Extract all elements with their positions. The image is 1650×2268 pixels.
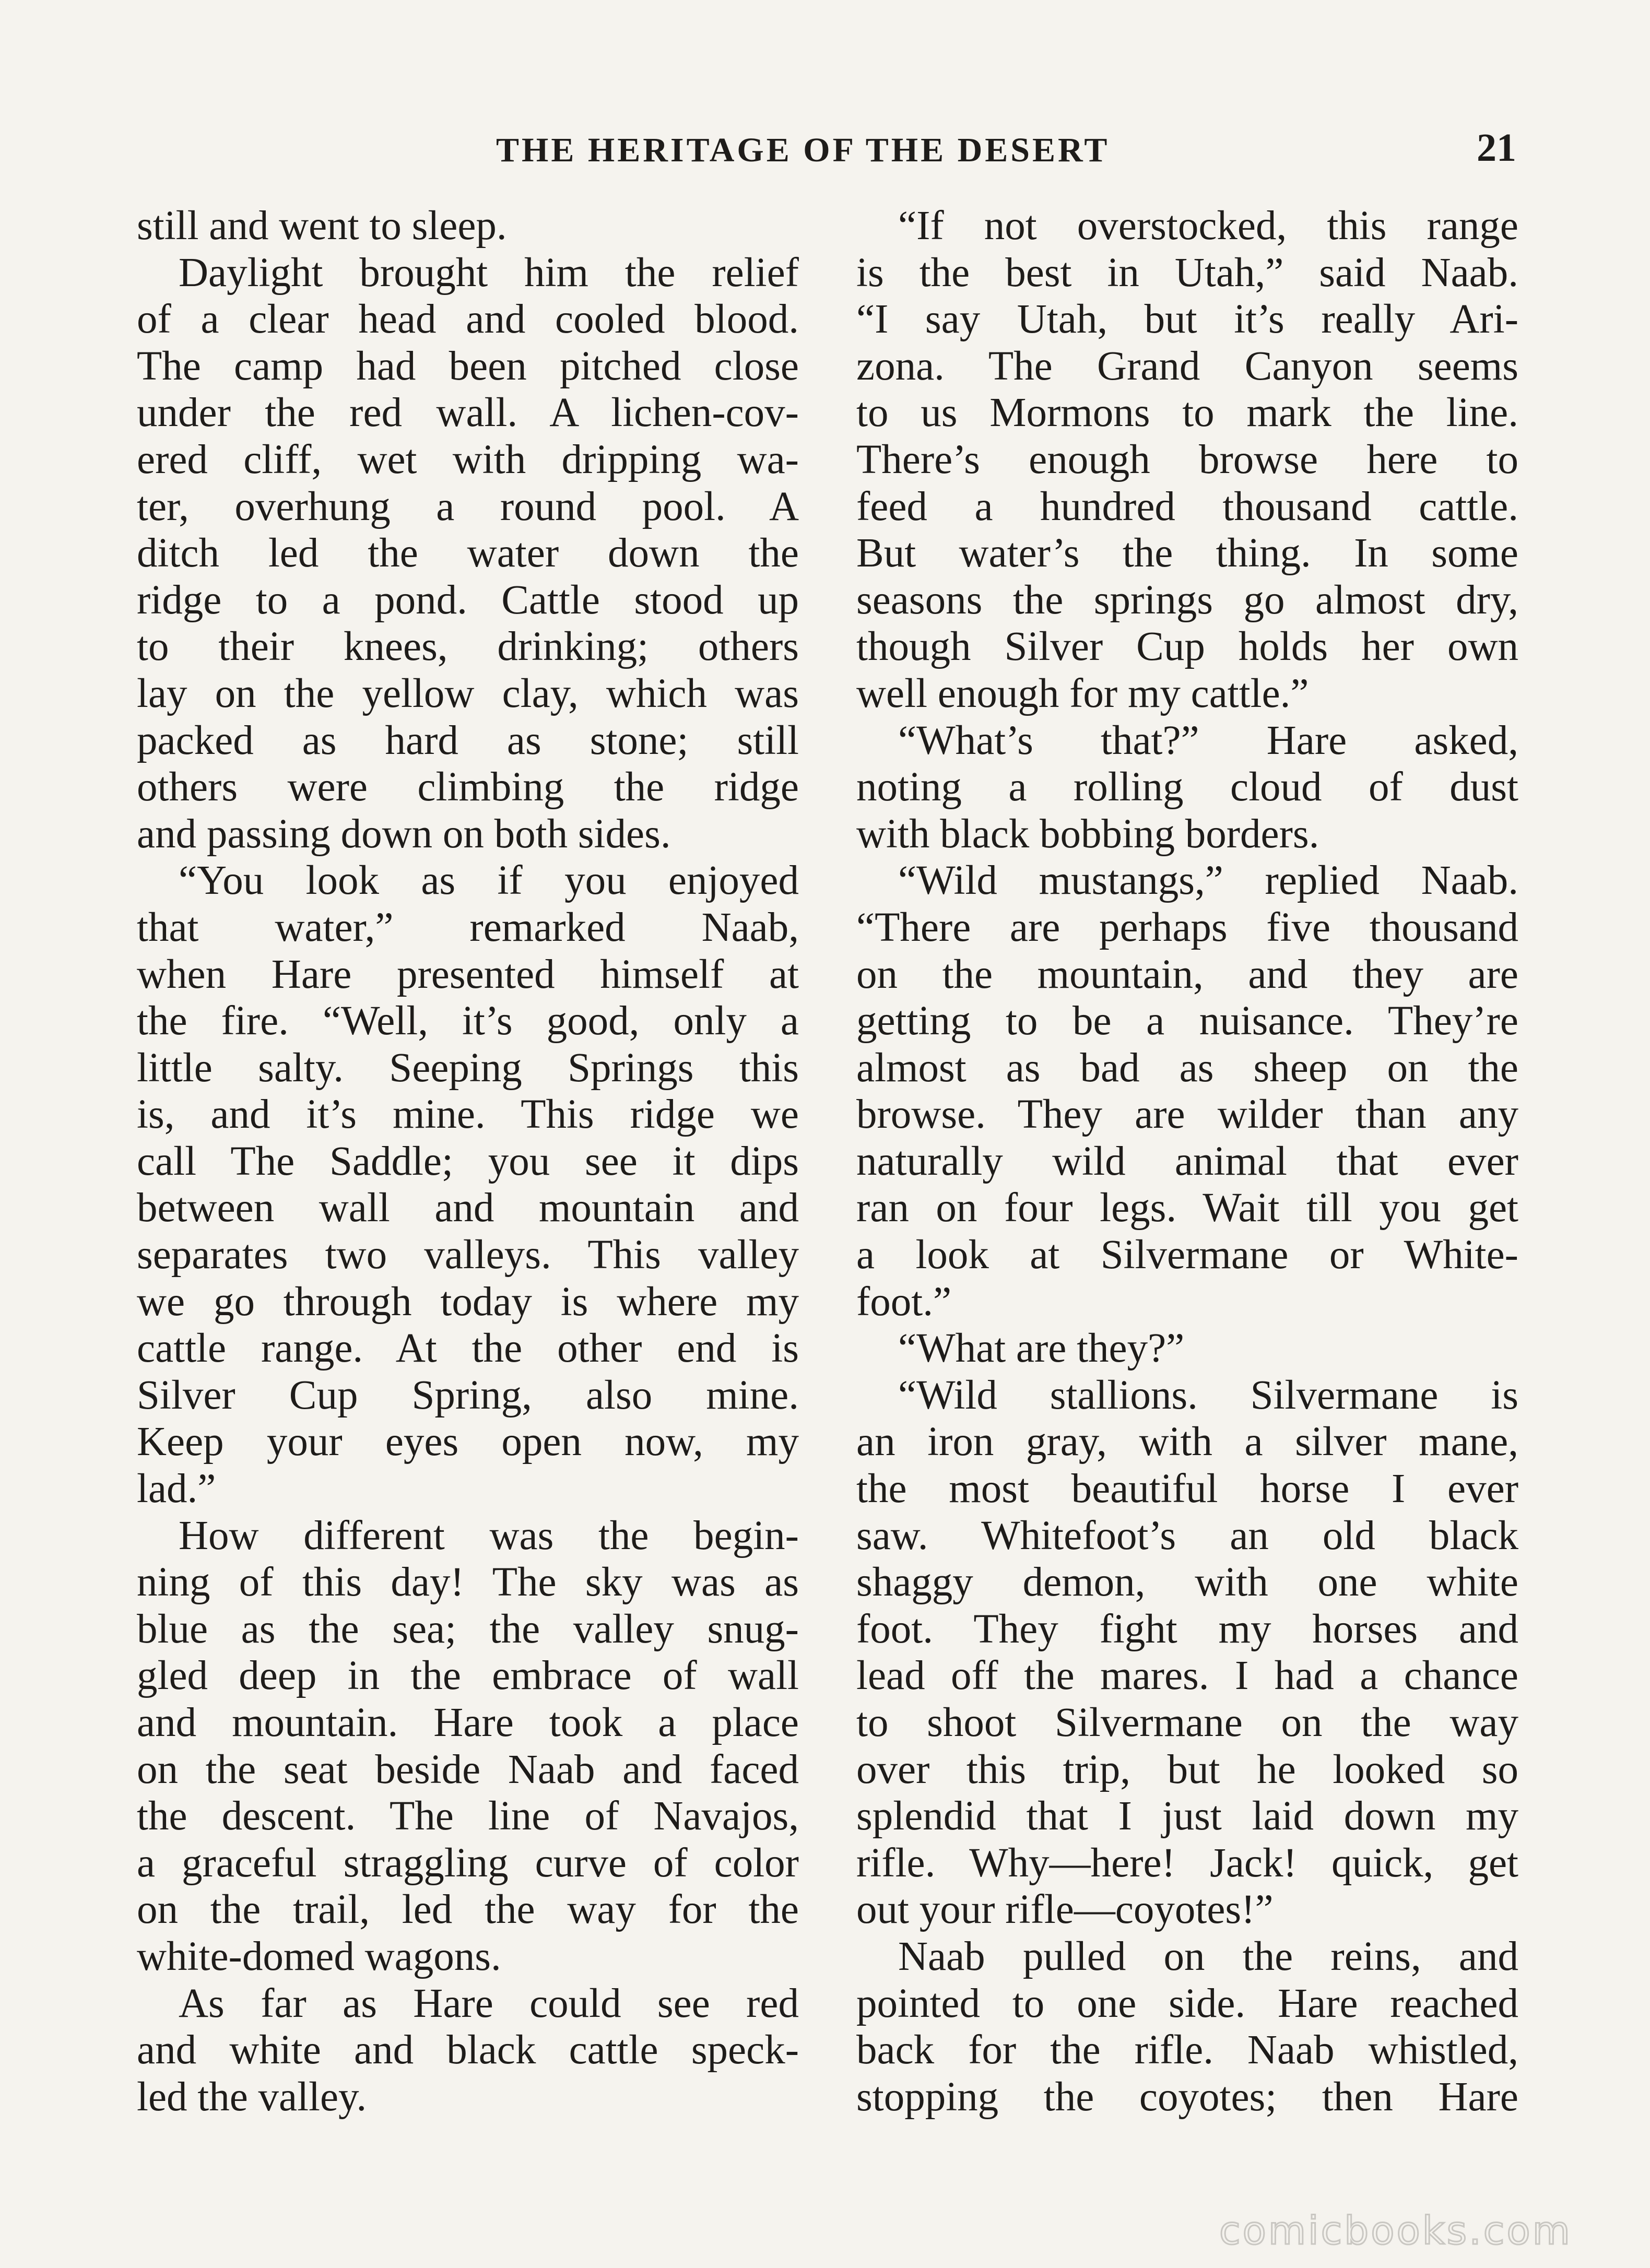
running-head: THE HERITAGE OF THE DESERT [496,131,1110,169]
text-line: noting a rolling cloud of dust [856,764,1518,810]
text-line: under the red wall. A lichen-cov- [137,390,799,436]
text-line: we go through today is where my [137,1279,799,1325]
text-line: stopping the coyotes; then Hare [856,2074,1518,2120]
text-line: seasons the springs go almost dry, [856,577,1518,623]
site-watermark: comicbooks.com [1219,2208,1572,2253]
text-line: foot.” [856,1279,952,1325]
text-line: “What’s that?” Hare asked, [898,717,1518,763]
text-line: As far as Hare could see red [179,1980,799,2026]
text-line: lad.” [137,1466,216,1512]
text-line: over this trip, but he looked so [856,1746,1518,1792]
text-line: out your rifle—coyotes!” [856,1887,1274,1933]
text-line: between wall and mountain and [137,1185,799,1231]
page-number: 21 [1477,126,1516,170]
text-line: “If not overstocked, this range [898,203,1518,249]
text-column-left [137,203,799,2120]
text-line: white-domed wagons. [137,1933,501,1979]
text-line: little salty. Seeping Springs this [137,1045,799,1091]
text-line: separates two valleys. This valley [137,1232,799,1278]
text-line: and mountain. Hare took a place [137,1700,799,1745]
text-column-right [856,203,1518,2120]
text-line: the descent. The line of Navajos, [137,1793,799,1839]
text-line: naturally wild animal that ever [856,1138,1518,1184]
text-line: still and went to sleep. [137,203,507,249]
text-line: Silver Cup Spring, also mine. [137,1372,799,1418]
text-line: led the valley. [137,2074,367,2120]
text-line: lead off the mares. I had a chance [856,1653,1518,1699]
text-line: shaggy demon, with one white [856,1560,1518,1605]
text-line: to their knees, drinking; others [137,624,799,670]
text-line: when Hare presented himself at [137,951,799,997]
text-line: cattle range. At the other end is [137,1326,799,1372]
text-line: “There are perhaps five thousand [856,904,1518,950]
text-line: How different was the begin- [179,1513,799,1558]
text-line: that water,” remarked Naab, [137,904,799,950]
text-line: and white and black cattle speck- [137,2027,799,2073]
text-line: is, and it’s mine. This ridge we [137,1092,799,1138]
text-line: of a clear head and cooled blood. [137,297,799,342]
text-line: on the trail, led the way for the [137,1887,799,1933]
text-line: the most beautiful horse I ever [856,1466,1518,1512]
text-line: blue as the sea; the valley snug- [137,1606,799,1652]
text-line: browse. They are wilder than any [856,1092,1518,1138]
text-line: to shoot Silvermane on the way [856,1700,1518,1745]
text-line: foot. They fight my horses and [856,1606,1518,1652]
text-line: “You look as if you enjoyed [179,858,799,904]
text-line: zona. The Grand Canyon seems [856,343,1518,389]
text-line: ran on four legs. Wait till you get [856,1185,1518,1231]
text-line: The camp had been pitched close [137,343,799,389]
text-line: Daylight brought him the relief [179,250,799,296]
text-line: well enough for my cattle.” [856,670,1309,716]
text-line: pointed to one side. Hare reached [856,1980,1518,2026]
text-line: a graceful straggling curve of color [137,1840,799,1886]
text-line: ridge to a pond. Cattle stood up [137,577,799,623]
text-line: the fire. “Well, it’s good, only a [137,998,799,1044]
text-line: almost as bad as sheep on the [856,1045,1518,1091]
text-line: saw. Whitefoot’s an old black [856,1513,1518,1558]
text-line: lay on the yellow clay, which was [137,670,799,716]
text-line: a look at Silvermane or White- [856,1232,1518,1278]
text-line: “Wild mustangs,” replied Naab. [898,858,1518,904]
text-line: ditch led the water down the [137,530,799,576]
text-line: on the seat beside Naab and faced [137,1746,799,1792]
text-line: Naab pulled on the reins, and [898,1933,1518,1979]
text-line: ning of this day! The sky was as [137,1560,799,1605]
text-line: ered cliff, wet with dripping wa- [137,436,799,482]
text-line: But water’s the thing. In some [856,530,1518,576]
text-line: splendid that I just laid down my [856,1793,1518,1839]
text-line: “Wild stallions. Silvermane is [898,1372,1518,1418]
text-line: call The Saddle; you see it dips [137,1138,799,1184]
text-line: packed as hard as stone; still [137,717,799,763]
text-line: getting to be a nuisance. They’re [856,998,1518,1044]
text-line: feed a hundred thousand cattle. [856,483,1518,529]
text-line: with black bobbing borders. [856,811,1319,857]
text-line: others were climbing the ridge [137,764,799,810]
text-line: though Silver Cup holds her own [856,624,1518,670]
text-line: There’s enough browse here to [856,436,1518,482]
text-line: an iron gray, with a silver mane, [856,1419,1518,1465]
text-line: Keep your eyes open now, my [137,1419,799,1465]
text-line: ter, overhung a round pool. A [137,483,799,529]
text-line: back for the rifle. Naab whistled, [856,2027,1518,2073]
text-line: to us Mormons to mark the line. [856,390,1518,436]
text-line: gled deep in the embrace of wall [137,1653,799,1699]
text-line: on the mountain, and they are [856,951,1518,997]
text-line: “I say Utah, but it’s really Ari- [856,297,1518,342]
text-line: and passing down on both sides. [137,811,671,857]
text-line: is the best in Utah,” said Naab. [856,250,1518,296]
text-line: rifle. Why—here! Jack! quick, get [856,1840,1518,1886]
text-line: “What are they?” [898,1326,1185,1372]
